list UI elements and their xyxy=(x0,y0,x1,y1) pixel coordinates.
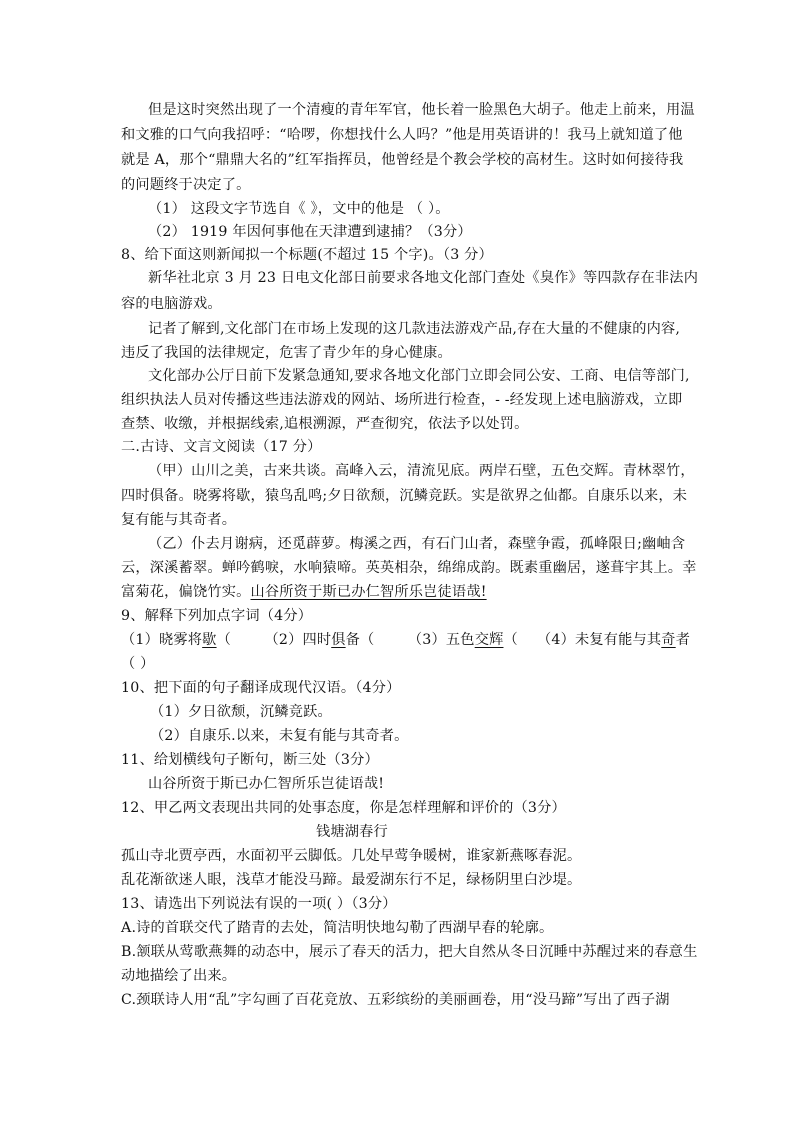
option-b-cont: 动地描绘了出来。 xyxy=(121,968,237,984)
news-line: 文化部办公厅日前下发紧急通知,要求各地文化部门立即会同公安、工商、电信等部门, xyxy=(148,368,690,384)
news-line: 记者了解到,文化部门在市场上发现的这几款违法游戏产品,存在大量的不健康的内容, xyxy=(148,321,681,337)
question-7-2: （2） 1919 年因何事他在天津遭到逮捕？（3分） xyxy=(148,224,472,240)
question-10-1: （1）夕日欲颓，沉鳞竞跃。 xyxy=(150,704,332,720)
yi-last-text: 富菊花，偏饶竹实。 xyxy=(121,584,251,600)
q9-key-word: 俱 xyxy=(331,632,346,648)
q9-item-1: （1）晓雾将 xyxy=(121,632,203,648)
q9-blank: 者 xyxy=(675,632,691,648)
question-11-text: 山谷所资于斯已办仁智所乐岂徒语哉! xyxy=(148,776,385,792)
passage-line: 的问题终于决定了。 xyxy=(121,177,251,193)
question-9-items xyxy=(121,630,690,650)
classical-text-yi: （乙）仆去月谢病，还觅薜萝。梅溪之西，有石门山者，森壁争霞，孤峰限日;幽岫含 xyxy=(148,536,686,552)
classical-text-jia: 四时俱备。晓雾将歇，猿鸟乱鸣;夕日欲颓，沉鳞竞跃。实是欲界之仙都。自康乐以来，未 xyxy=(121,488,688,504)
passage-line: 和文雅的口气向我招呼：“哈啰，你想找什么人吗？”他是用英语讲的！我马上就知道了他 xyxy=(121,127,683,143)
classical-text-yi xyxy=(121,582,487,602)
q9-item-3: （3）五色 xyxy=(407,632,475,648)
q9-blank: 备（ xyxy=(345,632,375,648)
q9-key-word: 歇 xyxy=(202,632,217,648)
question-10: 10、把下面的句子翻译成现代汉语。（4分） xyxy=(121,680,401,696)
underlined-sentence: 山谷所资于斯已办仁智所乐岂徒语哉! xyxy=(250,584,487,600)
question-7-1: （1） 这段文字节选自《 》，文中的他是 （ ）。 xyxy=(148,201,450,217)
q9-key-word: 交辉 xyxy=(474,632,504,648)
option-b: B.颔联从莺歌燕舞的动态中，展示了春天的活力，把大自然从冬日沉睡中苏醒过来的春意生 xyxy=(121,944,698,960)
passage-line: 就是 A，那个“鼎鼎大名的”红军指挥员，他曾经是个教会学校的高材生。这时如何接待我 xyxy=(121,152,684,168)
poem-line: 乱花渐欲迷人眼，浅草才能没马蹄。最爱湖东行不足，绿杨阴里白沙堤。 xyxy=(121,872,582,888)
q9-blank: （ xyxy=(503,632,518,648)
question-9: 9、解释下列加点字词（4分） xyxy=(121,608,313,624)
passage-line: 但是这时突然出现了一个清瘦的青年军官，他长着一脸黑色大胡子。他走上前来，用温 xyxy=(148,102,695,118)
question-8: 8、给下面这则新闻拟一个标题(不超过 15 个字)。（3 分） xyxy=(121,247,493,263)
poem-title: 钱塘湖春行 xyxy=(316,824,388,840)
news-line: 新华社北京 3 月 23 日电文化部日前要求各地文化部门查处《臭作》等四款存在非法内 xyxy=(148,270,699,286)
q9-item-4: （4）未复有能与其 xyxy=(536,632,662,648)
option-a: A.诗的首联交代了踏青的去处，简洁明快地勾勒了西湖早春的轮廓。 xyxy=(121,920,554,936)
option-c: C.颈联诗人用“乱”字勾画了百花竞放、五彩缤纷的美丽画卷，用“没马蹄”写出了西子湖 xyxy=(121,992,670,1008)
question-10-2: （2）自康乐.以来，未复有能与其奇者。 xyxy=(150,728,409,744)
question-13: 13、请选出下列说法有误的一项( ）（3分） xyxy=(121,896,397,912)
news-line: 违反了我国的法律规定，危害了青少年的身心健康。 xyxy=(121,345,452,361)
q9-blank: （ xyxy=(216,632,231,648)
news-line: 组织执法人员对传播这些违法游戏的网站、场所进行检查，- -经发现上述电脑游戏，立即 xyxy=(121,392,683,408)
q9-key-word: 奇 xyxy=(661,632,676,648)
news-line: 容的电脑游戏。 xyxy=(121,296,222,312)
classical-text-jia: 复有能与其奇者。 xyxy=(121,512,237,528)
question-11: 11、给划横线句子断句，断三处（3分） xyxy=(121,752,379,768)
poem-line: 孤山寺北贾亭西，水面初平云脚低。几处早莺争暖树，谁家新燕啄春泥。 xyxy=(121,848,582,864)
section-heading: 二.古诗、文言文阅读（17 分） xyxy=(121,439,322,455)
classical-text-jia: （甲）山川之美，古来共谈。高峰入云，清流见底。两岸石壁，五色交辉。青林翠竹， xyxy=(148,463,695,479)
classical-text-yi: 云，深溪蓄翠。蝉吟鹤唳，水响猿啼。英英相杂，绵绵成韵。既素重幽居，遂葺宇其上。幸 xyxy=(121,560,697,576)
q9-tail-blank: （ ） xyxy=(121,656,155,672)
q9-item-2: （2）四时 xyxy=(264,632,332,648)
news-line: 查禁、收缴，并根据线索,追根溯源，严查彻究，依法予以处罚。 xyxy=(121,416,529,432)
question-12: 12、甲乙两文表现出共同的处事态度，你是怎样理解和评价的（3分） xyxy=(121,800,566,816)
